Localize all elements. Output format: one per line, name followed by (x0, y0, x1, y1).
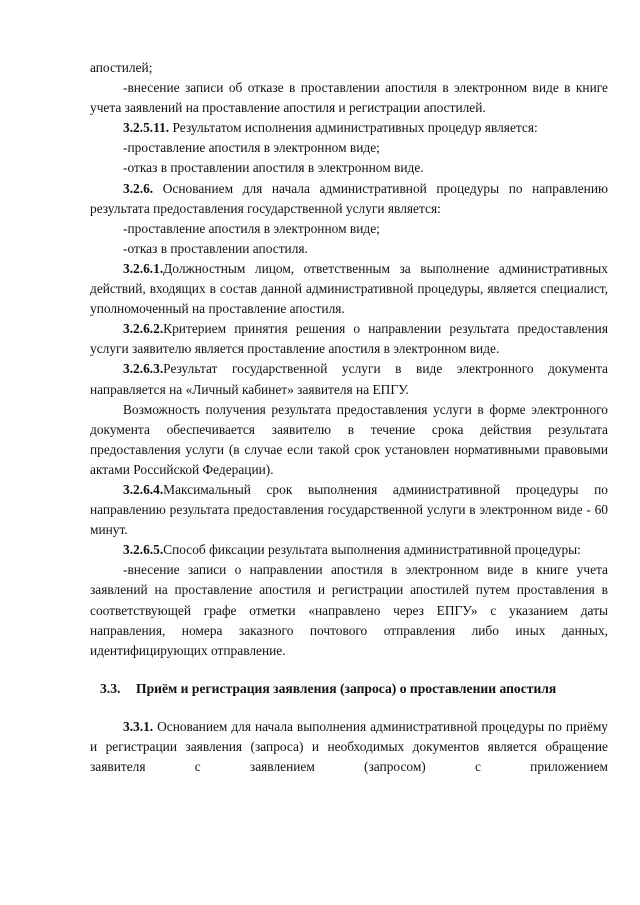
clause-number: 3.3.1. (123, 718, 154, 734)
paragraph-text: -отказ в проставлении апостиля. (123, 240, 308, 256)
paragraph (90, 319, 608, 359)
clause-number: 3.2.6.5. (123, 542, 164, 558)
paragraph-text: Максимальный срок выполнения административной процедуры по направлению результата предоставления государственной услуги в электронном виде - 60 минут. (90, 481, 608, 538)
paragraph (90, 118, 608, 138)
paragraph-text: Результатом исполнения административных процедур является: (169, 120, 538, 136)
paragraph-text: Возможность получения результата предоставления услуги в форме электронного документа обеспечивается заявителю в течение срока действия результата предоставления услуги (в случае если такой срок установлен нормативными правовыми актами Российской Федерации). (90, 401, 608, 477)
paragraph (90, 179, 608, 219)
clause-number: 3.2.5.11. (123, 120, 170, 136)
paragraph (90, 259, 608, 319)
paragraph-text: Критерием принятия решения о направлении результата предоставления услуги заявителю является проставление апостиля в электронном виде. (90, 321, 608, 357)
clause-number: 3.2.6.2. (123, 321, 164, 337)
document-page (90, 58, 608, 777)
paragraph (90, 78, 608, 118)
paragraph (90, 359, 608, 399)
paragraph (90, 540, 608, 560)
clause-number: 3.2.6.3. (123, 361, 164, 377)
paragraph (90, 219, 608, 239)
section-3-2-body (90, 58, 608, 661)
clause-number: 3.2.6.1. (123, 260, 164, 276)
paragraph (90, 158, 608, 178)
paragraph (90, 239, 608, 259)
paragraph-text: Основанием для начала выполнения административной процедуры по приёму и регистрации заявления (запроса) и необходимых документов является обращение заявителя с заявлением (запросом) с приложением (90, 718, 608, 775)
section-heading-number: 3.3. (100, 680, 121, 696)
section-heading (90, 679, 608, 699)
paragraph-text: Основанием для начала административной процедуры по направлению результата предоставления государственной услуги является: (90, 180, 608, 216)
section-heading-title: Приём и регистрация заявления (запроса) о проставлении апостиля (136, 680, 557, 696)
paragraph-text: -проставление апостиля в электронном виде; (123, 140, 380, 156)
paragraph-text: -внесение записи об отказе в проставлении апостиля в электронном виде в книге учета заявлений на проставление апостиля и регистрации апостилей. (90, 80, 608, 116)
paragraph-text: -внесение записи о направлении апостиля в электронном виде в книге учета заявлений на проставление апостиля и регистрации апостилей путем проставления в соответствующей графе отметки «направлено через ЕПГУ» с указанием даты направления, номера заказного почтового отправления либо иных данных, идентифицирующих отправление. (90, 562, 608, 658)
section-3-3-body (90, 717, 608, 777)
paragraph-text: Должностным лицом, ответственным за выполнение административных действий, входящих в состав данной административной процедуры, является специалист, уполномоченный на проставление апостиля. (90, 260, 608, 317)
paragraph (90, 58, 608, 78)
paragraph (90, 560, 608, 660)
paragraph (90, 717, 608, 777)
paragraph-text: Способ фиксации результата выполнения административной процедуры: (163, 542, 581, 558)
paragraph (90, 138, 608, 158)
clause-number: 3.2.6.4. (123, 481, 164, 497)
paragraph (90, 400, 608, 480)
paragraph-text: Результат государственной услуги в виде электронного документа направляется на «Личный кабинет» заявителя на ЕПГУ. (90, 361, 608, 397)
paragraph-text: -отказ в проставлении апостиля в электронном виде. (123, 160, 424, 176)
paragraph-text: -проставление апостиля в электронном виде; (123, 220, 380, 236)
clause-number: 3.2.6. (123, 180, 154, 196)
paragraph-text: апостилей; (90, 60, 153, 75)
paragraph (90, 480, 608, 540)
